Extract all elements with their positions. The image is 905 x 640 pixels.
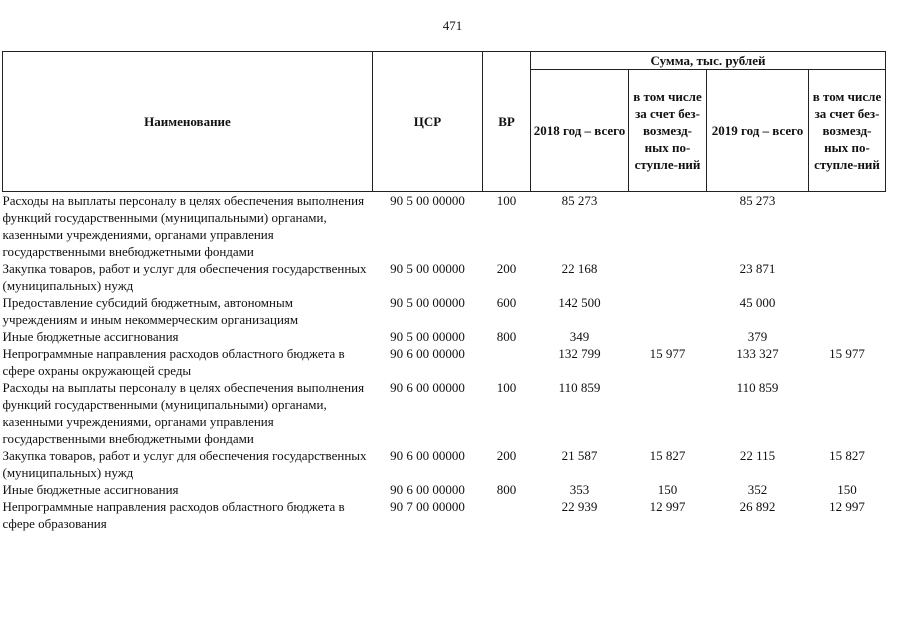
row-2018-total: 21 587 [561, 448, 598, 463]
row-name: Иные бюджетные ассигнования [2, 329, 179, 344]
row-2018-free: 15 827 [649, 448, 686, 463]
row-2018-total: 132 799 [558, 346, 601, 361]
row-2018-total: 85 273 [561, 193, 598, 208]
row-2019-total: 45 000 [739, 295, 776, 310]
table-row [3, 294, 886, 328]
row-2019-free: 15 827 [829, 448, 865, 463]
row-csr: 90 5 00 00000 [390, 193, 465, 208]
row-csr: 90 5 00 00000 [390, 295, 465, 310]
row-csr: 90 5 00 00000 [390, 261, 465, 276]
row-name: Закупка товаров, работ и услуг для обеспечения государственных (муниципальных) нужд [2, 448, 367, 480]
row-vr: 600 [496, 295, 517, 310]
row-2019-free [809, 260, 886, 294]
row-2019-total: 23 871 [739, 261, 776, 276]
row-vr: 800 [496, 482, 517, 497]
table-row [3, 498, 886, 532]
table-row [3, 481, 886, 498]
row-vr: 200 [496, 448, 517, 463]
row-vr [483, 345, 531, 379]
row-2018-free [629, 294, 707, 328]
row-name: Непрограммные направления расходов областного бюджета в сфере образования [2, 499, 345, 531]
row-name: Расходы на выплаты персоналу в целях обеспечения выполнения функций государственными (муниципальными) органами, казенными учреждениями, органами управления государственными внебюджетными фондами [2, 193, 365, 259]
row-vr: 100 [496, 380, 517, 395]
table-row [3, 260, 886, 294]
table-row [3, 192, 886, 261]
page-number: 471 [442, 18, 463, 33]
row-2018-total: 110 859 [558, 380, 601, 395]
row-2019-total: 22 115 [739, 448, 776, 463]
row-name: Закупка товаров, работ и услуг для обеспечения государственных (муниципальных) нужд [2, 261, 367, 293]
column-header-vr: ВР [483, 52, 531, 192]
row-2018-total: 353 [569, 482, 590, 497]
table-body [3, 192, 886, 533]
row-csr: 90 6 00 00000 [390, 482, 465, 497]
row-2019-total: 133 327 [736, 346, 779, 361]
budget-table [2, 51, 886, 532]
row-2018-free [629, 260, 707, 294]
row-vr [483, 498, 531, 532]
row-vr: 100 [496, 193, 517, 208]
table-row [3, 379, 886, 447]
row-2019-total: 352 [747, 482, 768, 497]
row-name: Расходы на выплаты персоналу в целях обеспечения выполнения функций государственными (муниципальными) органами, казенными учреждениями, органами управления государственными внебюджетными фондами [2, 380, 365, 446]
column-header-2019-free: в том числе за счет без-возмезд-ных по-ступле-ний [809, 70, 886, 192]
column-header-2018-total: 2018 год – всего [531, 70, 629, 192]
row-vr: 800 [496, 329, 517, 344]
row-2018-free: 15 977 [649, 346, 686, 361]
column-header-csr: ЦСР [373, 52, 483, 192]
row-name: Непрограммные направления расходов областного бюджета в сфере охраны окружающей среды [2, 346, 345, 378]
row-2019-total: 85 273 [739, 193, 776, 208]
row-csr: 90 7 00 00000 [390, 499, 465, 514]
row-2019-free [809, 328, 886, 345]
row-2019-total: 26 892 [739, 499, 776, 514]
row-2018-free: 12 997 [649, 499, 686, 514]
table-row [3, 328, 886, 345]
row-2019-free [809, 294, 886, 328]
row-2018-free: 150 [657, 482, 678, 497]
row-2019-free [809, 192, 886, 261]
row-2019-free: 15 977 [829, 346, 865, 361]
row-name: Предоставление субсидий бюджетным, автономным учреждениям и иным некоммерческим организациям [2, 295, 299, 327]
row-2018-total: 349 [569, 329, 590, 344]
row-csr: 90 5 00 00000 [390, 329, 465, 344]
row-2019-free: 12 997 [829, 499, 865, 514]
row-2018-free [629, 328, 707, 345]
column-header-sum: Сумма, тыс. рублей [531, 52, 886, 70]
row-csr: 90 6 00 00000 [390, 380, 465, 395]
row-vr: 200 [496, 261, 517, 276]
row-csr: 90 6 00 00000 [390, 346, 465, 361]
row-2019-total: 110 859 [736, 380, 779, 395]
row-name: Иные бюджетные ассигнования [2, 482, 179, 497]
row-2018-total: 22 939 [561, 499, 598, 514]
column-header-2019-total: 2019 год – всего [707, 70, 809, 192]
table-row [3, 345, 886, 379]
row-2019-free [809, 379, 886, 447]
row-2019-total: 379 [747, 329, 768, 344]
column-header-2018-free: в том числе за счет без-возмезд-ных по-ступле-ний [629, 70, 707, 192]
column-header-name: Наименование [3, 52, 373, 192]
table-row [3, 447, 886, 481]
table-header [3, 52, 886, 192]
row-2018-free [629, 192, 707, 261]
row-csr: 90 6 00 00000 [390, 448, 465, 463]
row-2018-total: 22 168 [561, 261, 598, 276]
row-2018-total: 142 500 [558, 295, 601, 310]
row-2019-free: 150 [837, 482, 857, 497]
row-2018-free [629, 379, 707, 447]
